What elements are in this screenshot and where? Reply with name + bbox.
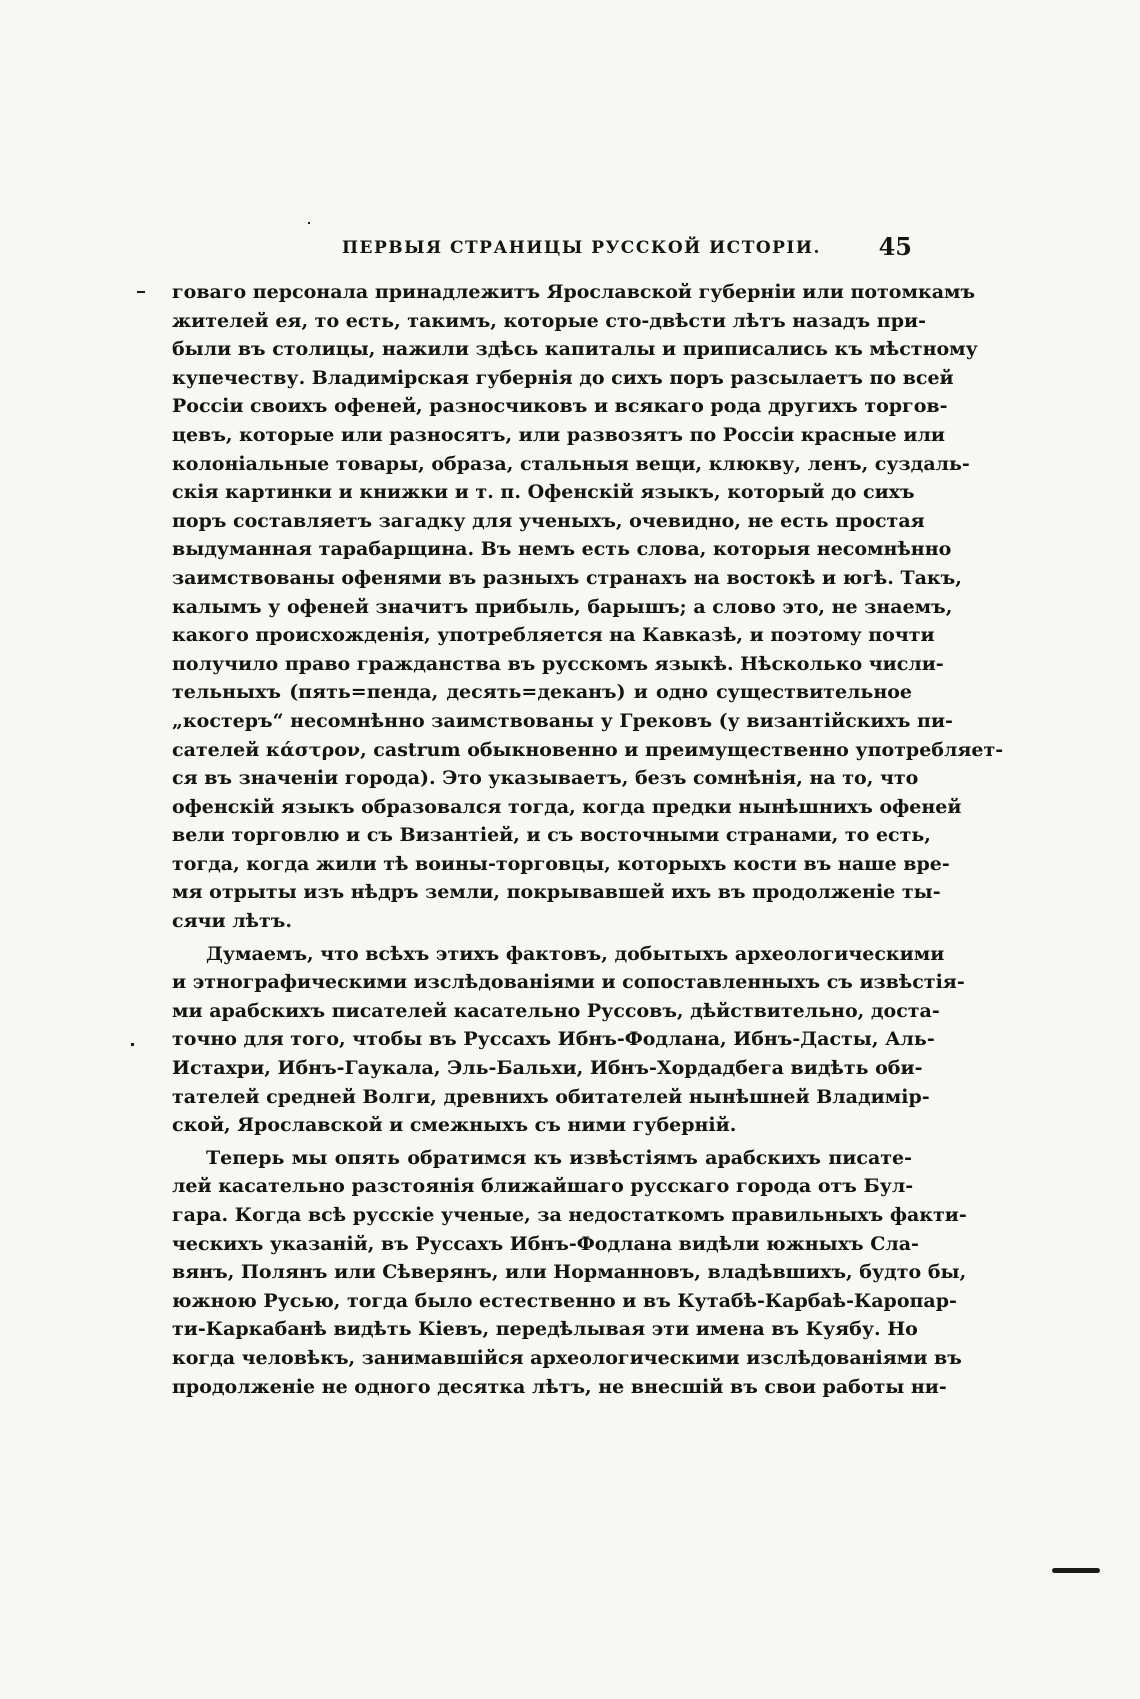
text-line: цевъ, которые или разносятъ, или развозятъ по Россіи красные или (172, 423, 945, 446)
text-line: продолженіе не одного десятка лѣтъ, не внесшій въ свои работы ни- (172, 1375, 947, 1398)
running-title: ПЕРВЫЯ СТРАНИЦЫ РУССКОЙ ИСТОРІИ. (342, 238, 821, 258)
text-line: купечеству. Владимірская губернія до сихъ поръ разсылаетъ по всей (172, 366, 954, 389)
running-header (172, 232, 912, 262)
edge-smudge (1052, 1568, 1100, 1573)
text-line: получило право гражданства въ русскомъ языкѣ. Нѣсколько числи- (172, 652, 944, 675)
ink-speck (308, 222, 310, 224)
text-line: жителей ея, то есть, такимъ, которые сто-двѣсти лѣтъ назадъ при- (172, 309, 926, 332)
text-line: „костеръ“ несомнѣнно заимствованы у Грековъ (у византійскихъ пи- (172, 709, 953, 732)
text-line: тателей средней Волги, древнихъ обитателей нынѣшней Владимір- (172, 1085, 930, 1108)
text-line: ческихъ указаній, въ Руссахъ Ибнъ-Фодлана видѣли южныхъ Сла- (172, 1232, 919, 1255)
text-line: когда человѣкъ, занимавшійся археологическими изслѣдованіями въ (172, 1346, 962, 1369)
text-line: были въ столицы, нажили здѣсь капиталы и приписались къ мѣстному (172, 338, 978, 361)
text-line: Думаемъ, что всѣхъ этихъ фактовъ, добытыхъ археологическими (206, 942, 945, 965)
text-line: точно для того, чтобы въ Руссахъ Ибнъ-Фодлана, Ибнъ-Дасты, Аль- (172, 1028, 935, 1051)
ink-speck (131, 1043, 134, 1046)
text-line: Истахри, Ибнъ-Гаукала, Эль-Бальхи, Ибнъ-Хордадбега видѣть оби- (172, 1057, 923, 1080)
text-line: ской, Ярославской и смежныхъ съ ними губерній. (172, 1114, 737, 1137)
text-line: офенскій языкъ образовался тогда, когда предки нынѣшнихъ офеней (172, 795, 962, 818)
text-line: вянъ, Полянъ или Сѣверянъ, или Норманновъ, владѣвшихъ, будто бы, (172, 1261, 967, 1284)
text-line: ти-Каркабанѣ видѣть Кіевъ, передѣлывая эти имена въ Куябу. Но (172, 1318, 918, 1341)
text-line: ся въ значеніи города). Это указываетъ, безъ сомнѣнія, на то, что (172, 767, 919, 790)
text-line: и этнографическими изслѣдованіями и сопоставленныхъ съ извѣстія- (172, 971, 965, 994)
text-line: какого происхожденія, употребляется на Кавказѣ, и поэтому почти (172, 624, 935, 647)
page-number: 45 (878, 232, 912, 261)
text-line: скія картинки и книжки и т. п. Офенскій языкъ, который до сихъ (172, 481, 915, 504)
text-line: лей касательно разстоянія ближайшаго русскаго города отъ Бул- (172, 1175, 914, 1198)
body-text (172, 278, 1004, 1401)
text-line: Теперь мы опять обратимся къ извѣстіямъ арабскихъ писате- (206, 1146, 912, 1169)
text-line: ми арабскихъ писателей касательно Руссовъ, дѣйствительно, доста- (172, 999, 940, 1022)
text-line: тельныхъ (пять=пенда, десять=деканъ) и одно существительное (172, 681, 912, 704)
text-line: заимствованы офенями въ разныхъ странахъ на востокѣ и югѣ. Такъ, (172, 566, 962, 589)
text-line: поръ составляетъ загадку для ученыхъ, очевидно, не есть простая (172, 509, 925, 532)
text-line: калымъ у офеней значитъ прибыль, барышъ; а слово это, не знаемъ, (172, 595, 953, 618)
paragraph (172, 278, 1004, 936)
text-line: Россіи своихъ офеней, разносчиковъ и всякаго рода другихъ торгов- (172, 395, 948, 418)
text-line: вели торговлю и съ Византіей, и съ восточными странами, то есть, (172, 824, 931, 847)
text-line: гара. Когда всѣ русскіе ученые, за недостаткомъ правильныхъ факти- (172, 1204, 967, 1226)
paragraph (172, 940, 965, 1140)
paragraph (172, 1144, 967, 1401)
text-line: тогда, когда жили тѣ воины-торговцы, которыхъ кости въ наше вре- (172, 852, 950, 875)
text-line: выдуманная тарабарщина. Въ немъ есть слова, которыя несомнѣнно (172, 538, 952, 561)
text-line: южною Русью, тогда было естественно и въ Кутабѣ-Карбаѣ-Каропар- (172, 1289, 957, 1312)
text-line: сателей κάστρον, castrum обыкновенно и преимущественно употребляет- (172, 738, 1004, 761)
margin-dash (137, 291, 145, 293)
text-line: говаго персонала принадлежитъ Ярославской губерніи или потомкамъ (172, 281, 976, 303)
text-line: сячи лѣтъ. (172, 910, 292, 933)
text-line: мя отрыты изъ нѣдръ земли, покрывавшей ихъ въ продолженіе ты- (172, 881, 941, 904)
text-line: колоніальные товары, образа, стальныя вещи, клюкву, ленъ, суздаль- (172, 452, 970, 475)
